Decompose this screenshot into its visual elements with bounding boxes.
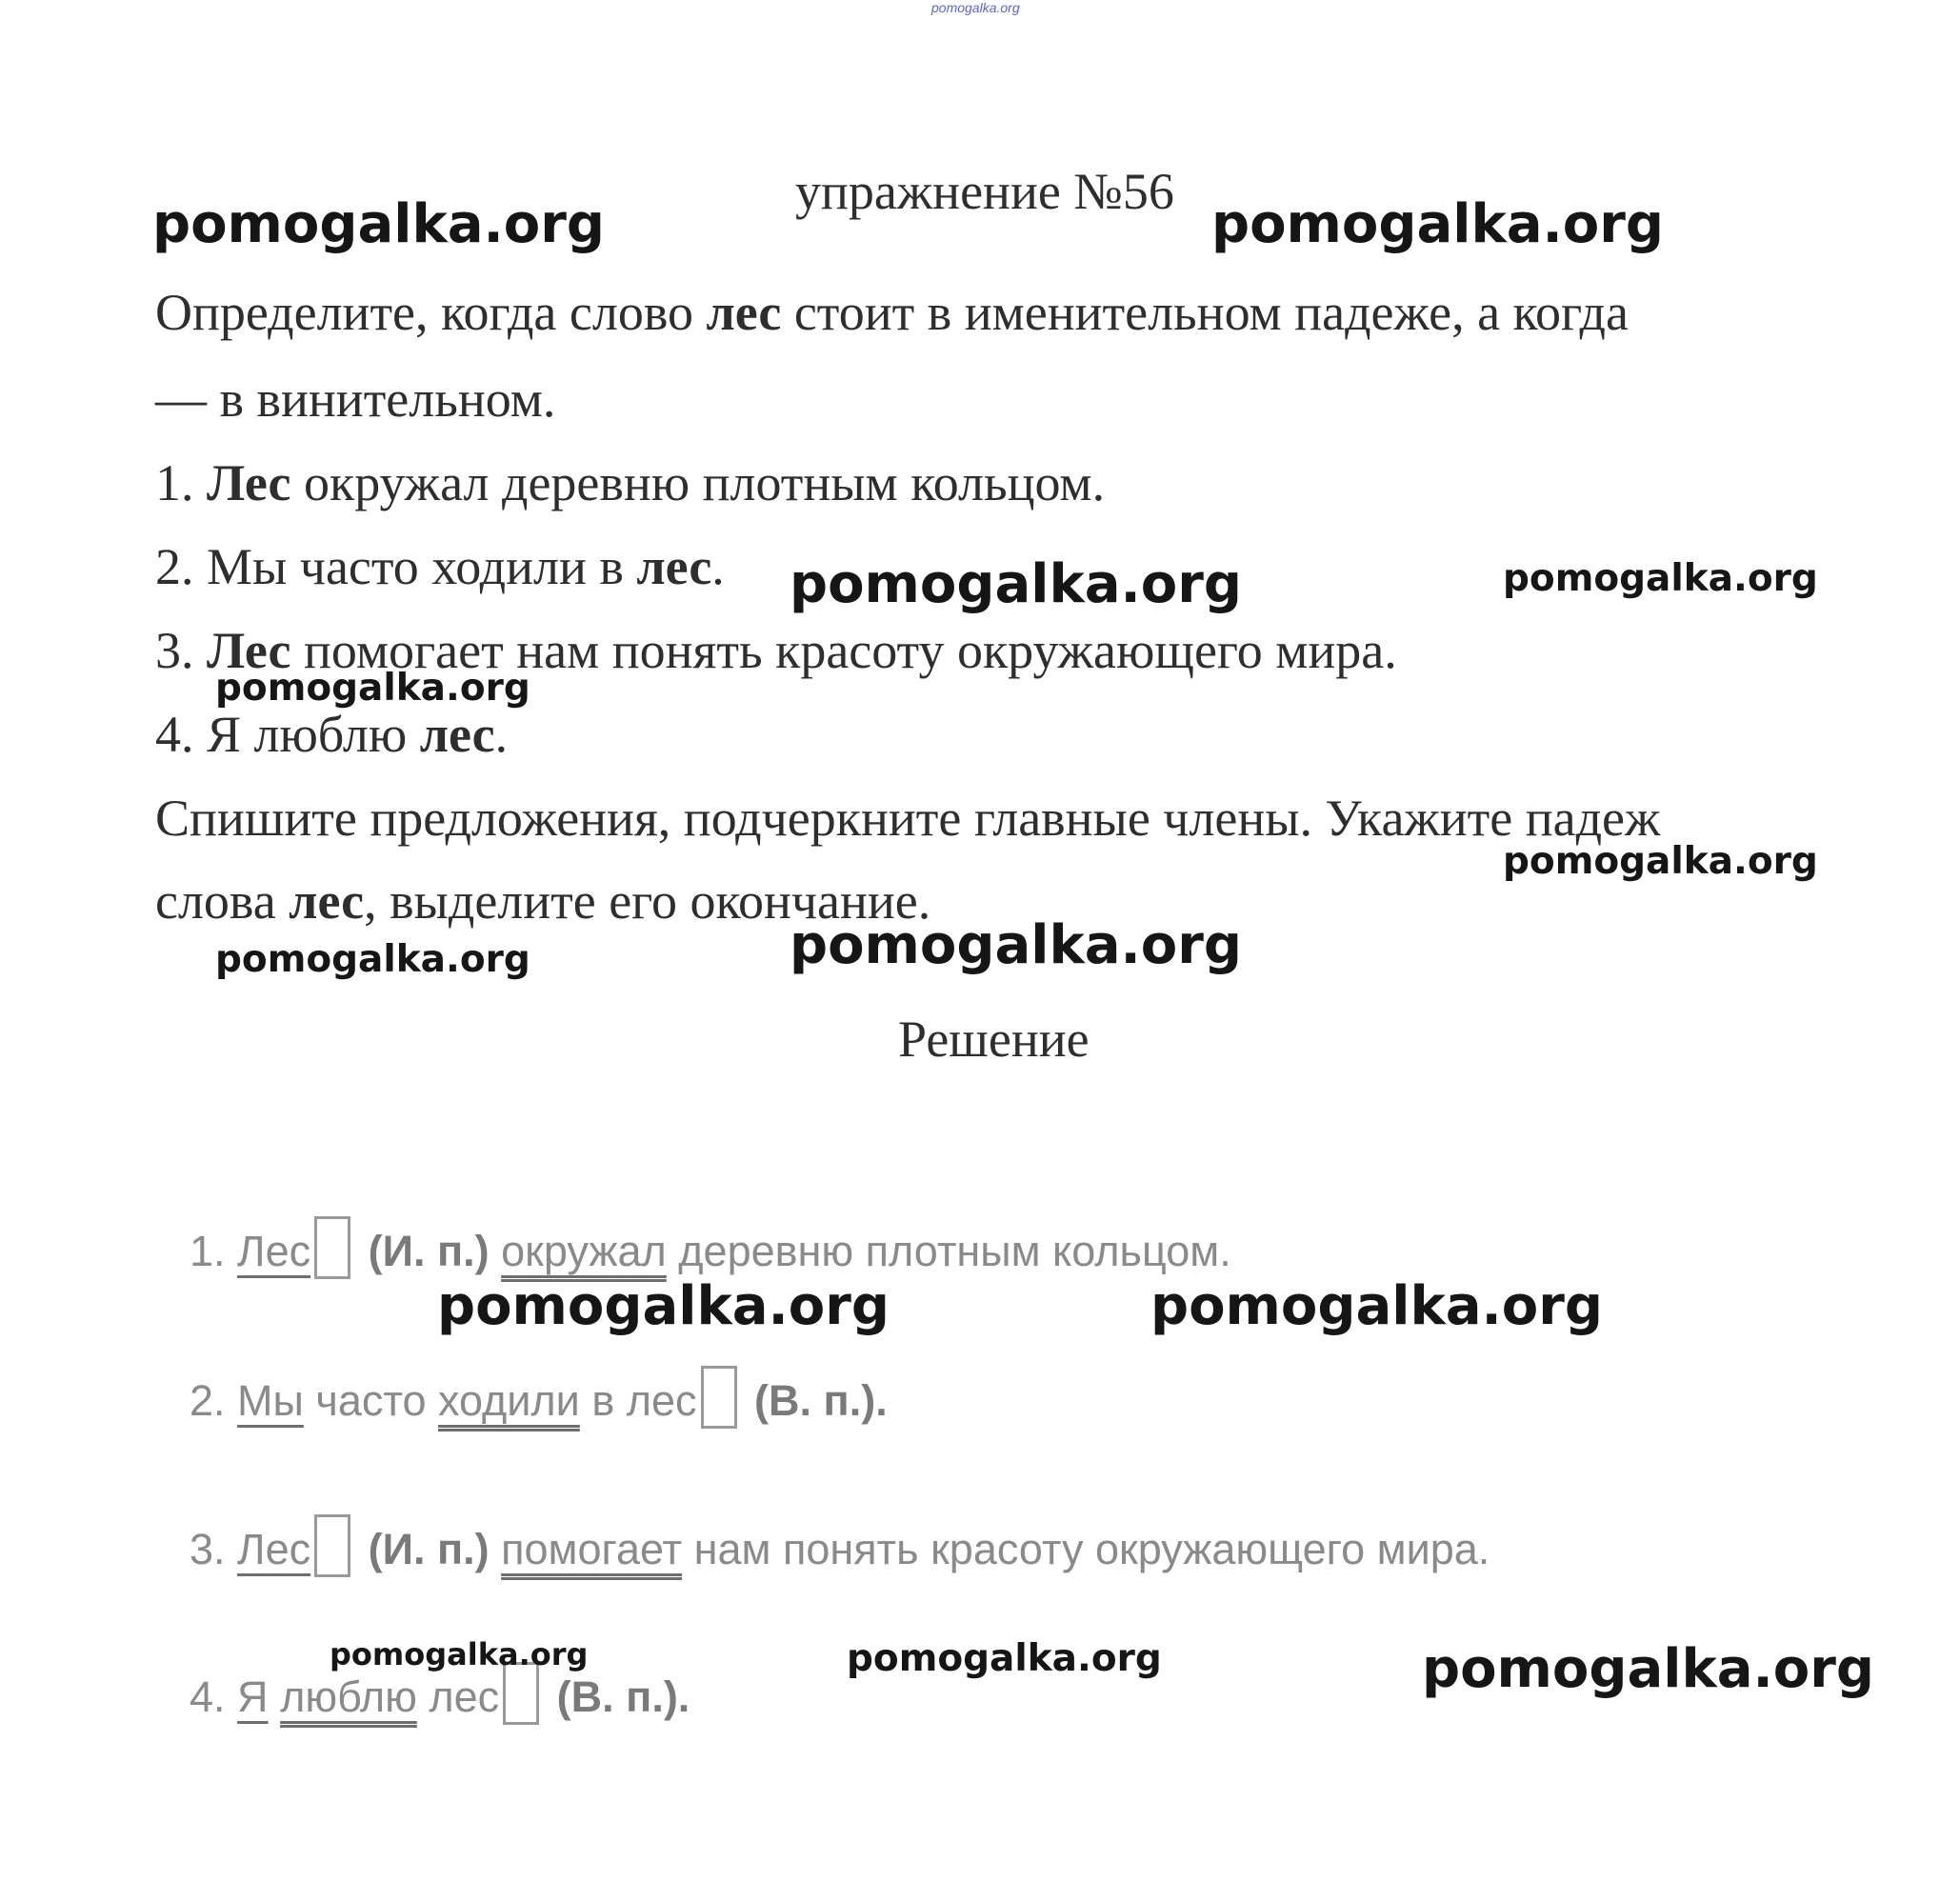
sentence-number: 3.	[155, 622, 207, 679]
subject-word: Лес	[237, 1227, 311, 1275]
sentence-word: Лес	[207, 622, 291, 679]
answer-number: 2.	[190, 1376, 226, 1425]
ending-box	[314, 1216, 350, 1279]
task-word: лес	[706, 284, 782, 341]
watermark: pomogalka.org	[1503, 840, 1818, 883]
answer-number: 1.	[190, 1227, 226, 1275]
case-label: (В. п.).	[556, 1672, 690, 1721]
solution-title: Решение	[898, 1011, 1090, 1068]
subject-word: Мы	[237, 1376, 304, 1425]
sentence-4	[155, 705, 508, 764]
watermark: pomogalka.org	[330, 1636, 589, 1672]
watermark: pomogalka.org	[437, 1275, 890, 1337]
task-line-2: — в винительном.	[155, 370, 556, 428]
site-link[interactable]: pomogalka.org	[931, 0, 1020, 15]
sentence-text: Мы часто ходили в	[207, 538, 637, 595]
predicate-word: помогает	[501, 1525, 683, 1573]
sentence-text: .	[711, 538, 725, 595]
watermark: pomogalka.org	[152, 193, 605, 255]
answer-1	[190, 1216, 1231, 1279]
sentence-word: Лес	[207, 454, 291, 511]
answer-3	[190, 1514, 1490, 1577]
task-text: Определите, когда слово	[155, 284, 707, 341]
watermark: pomogalka.org	[847, 1637, 1162, 1680]
sentence-2	[155, 537, 725, 596]
ending-box	[314, 1514, 350, 1577]
sentence-text: окружал деревню плотным кольцом.	[290, 454, 1106, 511]
answer-text: часто	[303, 1376, 438, 1425]
predicate-word: окружал	[501, 1227, 667, 1275]
task-line-1	[155, 283, 1629, 342]
answer-2	[190, 1366, 888, 1429]
sentence-number: 2.	[155, 538, 207, 595]
answer-text: нам понять красоту окружающего мира.	[682, 1525, 1490, 1573]
instruction-line-1: Спишите предложения, подчеркните главные члены. Укажите падеж	[155, 790, 1661, 847]
watermark: pomogalka.org	[790, 553, 1242, 615]
sentence-text: помогает нам понять красоту окружающего мира.	[290, 622, 1397, 679]
case-label: (И. п.)	[368, 1525, 490, 1573]
sentence-1	[155, 453, 1105, 512]
answer-text: в лес	[579, 1376, 697, 1425]
instruction-text: , выделите его окончание.	[364, 872, 931, 930]
watermark: pomogalka.org	[215, 667, 530, 710]
sentence-word: лес	[636, 538, 712, 595]
sentence-number: 1.	[155, 454, 207, 511]
watermark: pomogalka.org	[790, 914, 1242, 976]
case-label: (И. п.)	[368, 1227, 490, 1275]
instruction-text: слова	[155, 872, 290, 930]
watermark: pomogalka.org	[1211, 193, 1664, 255]
task-text: стоит в именительном падеже, а когда	[781, 284, 1629, 341]
answer-text: деревню плотным кольцом.	[666, 1227, 1231, 1275]
sentence-text: .	[494, 706, 509, 763]
sentence-text: Я люблю	[207, 706, 420, 763]
watermark: pomogalka.org	[1422, 1638, 1874, 1700]
answer-text: лес	[416, 1672, 500, 1721]
watermark: pomogalka.org	[1150, 1275, 1603, 1337]
subject-word: Я	[237, 1672, 269, 1721]
sentence-number: 4.	[155, 706, 207, 763]
predicate-word: ходили	[438, 1376, 580, 1425]
exercise-title: упражнение №56	[795, 163, 1174, 220]
watermark: pomogalka.org	[215, 938, 530, 981]
watermark: pomogalka.org	[1503, 557, 1818, 600]
answer-number: 4.	[190, 1672, 226, 1721]
case-label: (В. п.).	[754, 1376, 888, 1425]
instruction-word: лес	[289, 872, 365, 930]
subject-word: Лес	[237, 1525, 311, 1573]
sentence-word: лес	[419, 706, 495, 763]
answer-number: 3.	[190, 1525, 226, 1573]
predicate-word: люблю	[280, 1672, 417, 1721]
ending-box	[701, 1366, 737, 1429]
